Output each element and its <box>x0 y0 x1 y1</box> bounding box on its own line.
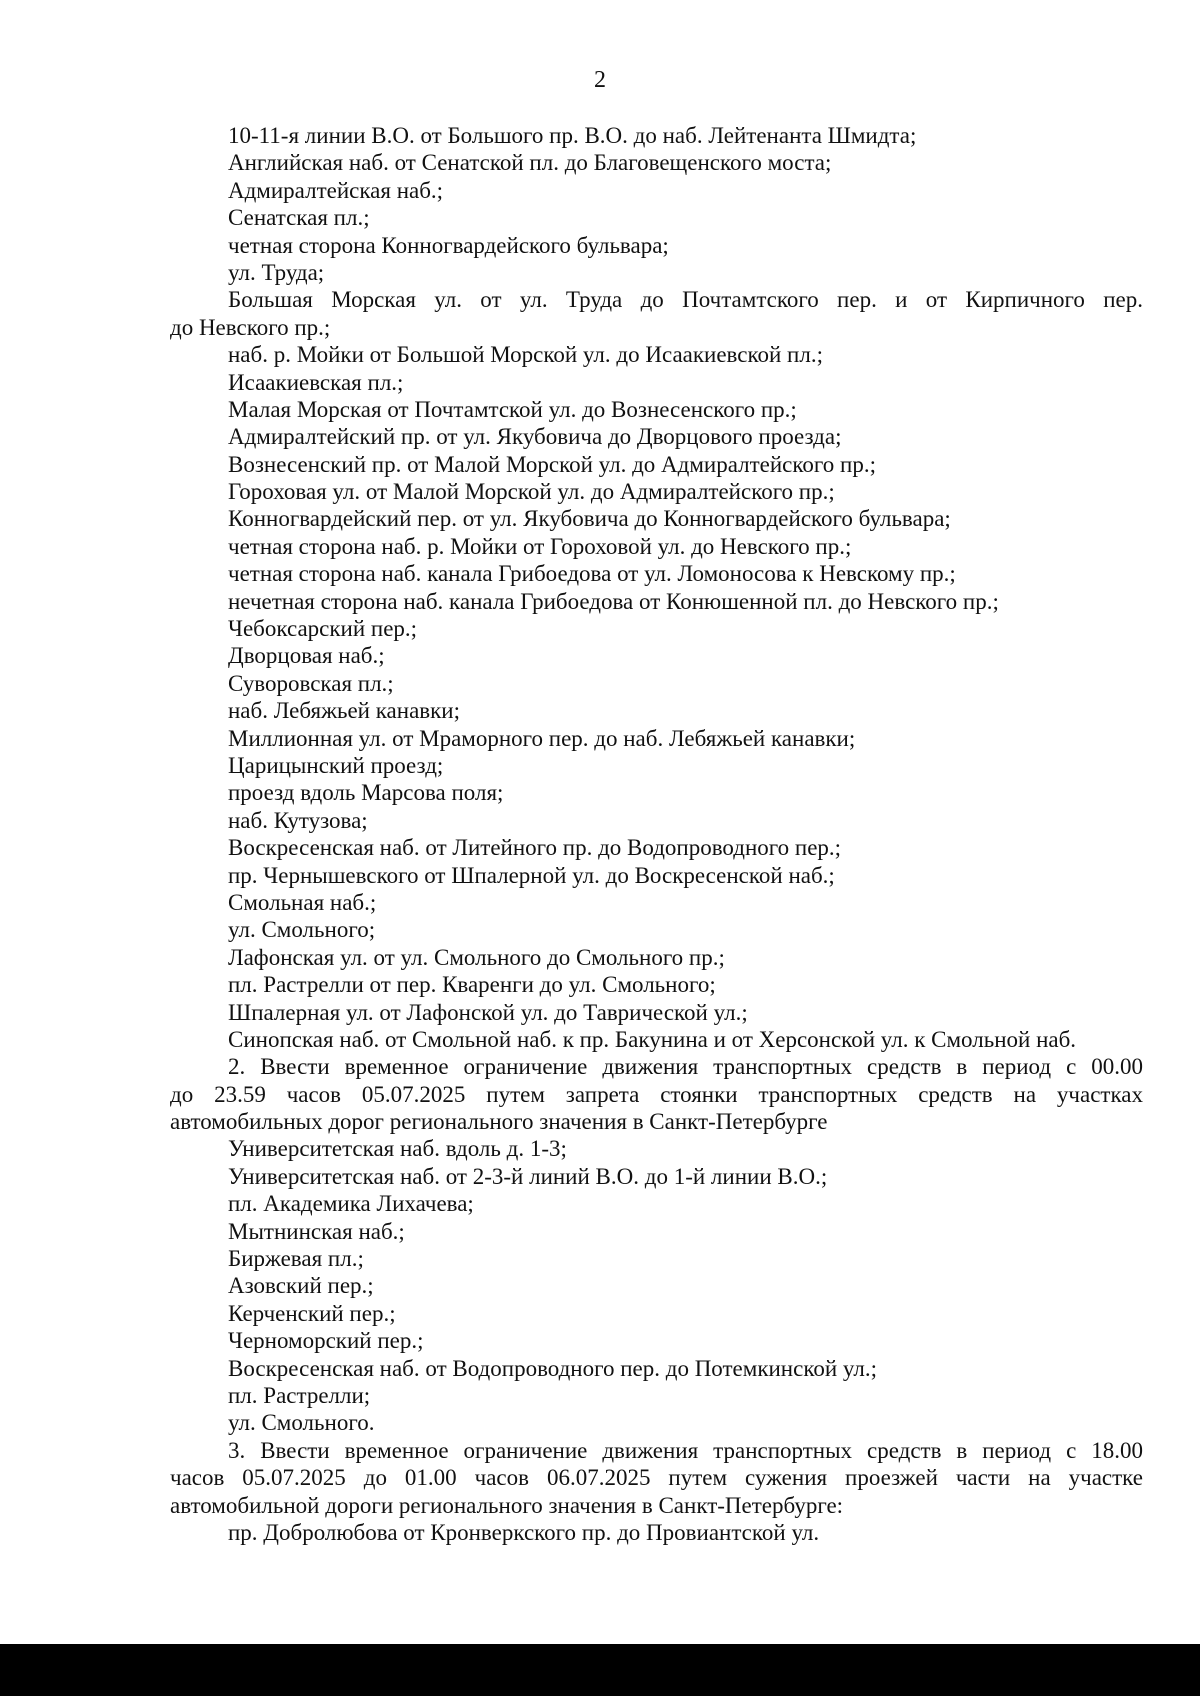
document-line: Вознесенский пр. от Малой Морской ул. до Адмиралтейского пр.; <box>228 451 876 477</box>
document-line: Смольная наб.; <box>228 889 377 915</box>
document-line: 3. Ввести временное ограничение движения транспортных средств в период с 18.00 <box>228 1437 1143 1463</box>
document-line: Керченский пер.; <box>228 1300 396 1326</box>
document-line: Суворовская пл.; <box>228 670 394 696</box>
document-line: Миллионная ул. от Мраморного пер. до наб. Лебяжьей канавки; <box>228 725 856 751</box>
document-line: Университетская наб. от 2-3-й линий В.О. до 1-й линии В.О.; <box>228 1163 828 1189</box>
document-line: Дворцовая наб.; <box>228 643 385 669</box>
document-line: пр. Добролюбова от Кронверкского пр. до Провиантской ул. <box>228 1519 820 1545</box>
document-line: ул. Смольного. <box>228 1410 375 1436</box>
document-line: Большая Морская ул. от ул. Труда до Почтамтского пер. и от Кирпичного пер. <box>228 287 1143 313</box>
document-line: Чебоксарский пер.; <box>228 616 418 642</box>
document-line: Конногвардейский пер. от ул. Якубовича до Конногвардейского бульвара; <box>228 506 951 532</box>
document-line: Адмиралтейский пр. от ул. Якубовича до Дворцового проезда; <box>228 424 842 450</box>
document-line: нечетная сторона наб. канала Грибоедова от Конюшенной пл. до Невского пр.; <box>228 588 999 614</box>
document-line: Сенатская пл.; <box>228 205 370 231</box>
document-line: Царицынский проезд; <box>228 752 444 778</box>
document-body <box>170 122 1143 1546</box>
document-line: проезд вдоль Марсова поля; <box>228 780 504 806</box>
document-line: Черноморский пер.; <box>228 1328 424 1354</box>
document-line: наб. Лебяжьей канавки; <box>228 698 461 724</box>
document-line: Университетская наб. вдоль д. 1-3; <box>228 1136 567 1162</box>
document-line: Гороховая ул. от Малой Морской ул. до Адмиралтейского пр.; <box>228 479 835 505</box>
document-line: автомобильных дорог регионального значения в Санкт-Петербурге <box>170 1109 828 1135</box>
document-line: Английская наб. от Сенатской пл. до Благовещенского моста; <box>228 150 832 176</box>
document-line: до 23.59 часов 05.07.2025 путем запрета стоянки транспортных средств на участках <box>170 1081 1143 1107</box>
document-line: Синопская наб. от Смольной наб. к пр. Бакунина и от Херсонской ул. к Смольной наб. <box>228 1026 1077 1052</box>
document-line: Биржевая пл.; <box>228 1246 364 1272</box>
page-number: 2 <box>594 67 606 93</box>
document-line: Лафонская ул. от ул. Смольного до Смольного пр.; <box>228 944 725 970</box>
document-line: Малая Морская от Почтамтской ул. до Вознесенского пр.; <box>228 396 797 422</box>
document-line: наб. Кутузова; <box>228 807 368 833</box>
document-line: наб. р. Мойки от Большой Морской ул. до Исаакиевской пл.; <box>228 342 823 368</box>
document-line: Адмиралтейская наб.; <box>228 177 444 203</box>
document-line: Воскресенская наб. от Литейного пр. до Водопроводного пер.; <box>228 835 842 861</box>
document-line: пл. Академика Лихачева; <box>228 1191 474 1217</box>
document-line: до Невского пр.; <box>170 314 331 340</box>
document-line: 2. Ввести временное ограничение движения транспортных средств в период с 00.00 <box>228 1054 1143 1080</box>
document-line: пл. Растрелли; <box>228 1382 371 1408</box>
document-line: 10-11-я линии В.О. от Большого пр. В.О. до наб. Лейтенанта Шмидта; <box>228 123 917 148</box>
document-line: автомобильной дороги регионального значения в Санкт-Петербурге: <box>170 1492 844 1518</box>
document-line: ул. Труда; <box>228 259 325 285</box>
document-line: четная сторона наб. р. Мойки от Гороховой ул. до Невского пр.; <box>228 533 852 559</box>
document-line: ул. Смольного; <box>228 917 376 943</box>
document-line: четная сторона Конногвардейского бульвара; <box>228 232 669 258</box>
document-line: четная сторона наб. канала Грибоедова от ул. Ломоносова к Невскому пр.; <box>228 561 956 587</box>
document-line: Воскресенская наб. от Водопроводного пер. до Потемкинской ул.; <box>228 1355 877 1381</box>
bottom-black-bar <box>0 1644 1200 1696</box>
document-line: Исаакиевская пл.; <box>228 369 404 395</box>
document-line: пл. Растрелли от пер. Кваренги до ул. Смольного; <box>228 972 716 998</box>
document-line: Мытнинская наб.; <box>228 1218 405 1244</box>
document-line: пр. Чернышевского от Шпалерной ул. до Воскресенской наб.; <box>228 862 835 888</box>
document-line: Шпалерная ул. от Лафонской ул. до Таврической ул.; <box>228 999 748 1025</box>
document-line: часов 05.07.2025 до 01.00 часов 06.07.2025 путем сужения проезжей части на участке <box>170 1465 1143 1491</box>
document-line: Азовский пер.; <box>228 1273 374 1299</box>
